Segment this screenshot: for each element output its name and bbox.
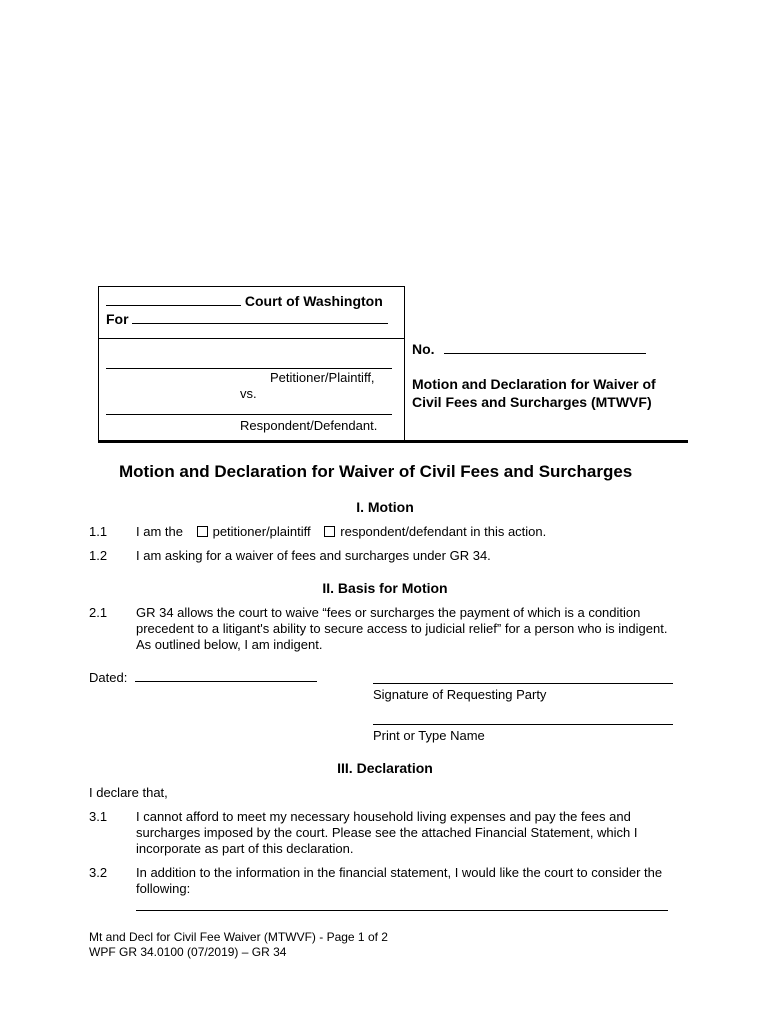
signature-line[interactable]: [373, 683, 673, 684]
section-1-heading: I. Motion: [356, 499, 414, 515]
main-title: Motion and Declaration for Waiver of Civil Fees and Surcharges: [119, 462, 633, 481]
for-blank[interactable]: [132, 323, 388, 324]
print-name-line[interactable]: [373, 724, 673, 725]
for-line: [106, 311, 388, 327]
case-number-label: No.: [412, 341, 435, 357]
item-3-2-text: In addition to the information in the financial statement, I would like the court to consider the following:: [136, 865, 663, 896]
vs-label: vs.: [240, 386, 257, 401]
footer-line-2: WPF GR 34.0100 (07/2019) – GR 34: [89, 945, 287, 959]
item-3-1-number: 3.1: [89, 809, 108, 824]
item-1-2-text: I am asking for a waiver of fees and surcharges under GR 34.: [136, 548, 491, 563]
respondent-option: respondent/defendant in this action.: [340, 524, 547, 539]
petitioner-label: Petitioner/Plaintiff,: [270, 370, 375, 385]
case-caption: [98, 286, 688, 443]
caption-divider: [404, 338, 405, 440]
court-county-blank[interactable]: [106, 305, 241, 306]
dated-label: Dated:: [89, 670, 128, 685]
for-label: For: [106, 311, 129, 327]
dated-blank[interactable]: [135, 681, 317, 682]
item-1-1-number: 1.1: [89, 524, 108, 539]
caption-divider-top: [404, 286, 405, 338]
petitioner-name-line[interactable]: [106, 368, 392, 369]
item-2-1-text: GR 34 allows the court to waive “fees or surcharges the payment of which is a condition precedent to a litigant's ability to secure access to judicial relief” for a person who is indigent. As outlined below, I am indigent.: [136, 605, 668, 652]
court-suffix: Court of Washington: [244, 293, 383, 309]
declaration-intro: I declare that,: [89, 785, 168, 800]
item-1-1-prefix: I am the: [136, 524, 183, 539]
dated-line: [89, 670, 317, 685]
signature-label: Signature of Requesting Party: [373, 687, 547, 702]
petitioner-option: petitioner/plaintiff: [212, 524, 311, 539]
form-title: Motion and Declaration for Waiver of Civil Fees and Surcharges (MTWVF): [412, 376, 656, 410]
section-3-heading: III. Declaration: [337, 760, 433, 776]
respondent-name-line[interactable]: [106, 414, 392, 415]
section-2-heading: II. Basis for Motion: [322, 580, 448, 596]
print-name-label: Print or Type Name: [373, 728, 485, 743]
petitioner-checkbox[interactable]: [197, 526, 208, 537]
item-3-1-text: I cannot afford to meet my necessary household living expenses and pay the fees and surcharges imposed by the court. Please see the attached Financial Statement, which I incorporate as part of this declaration.: [136, 809, 638, 856]
footer-line-1: Mt and Decl for Civil Fee Waiver (MTWVF) - Page 1 of 2: [89, 930, 388, 944]
consider-answer-line[interactable]: [136, 910, 668, 911]
item-2-1-number: 2.1: [89, 605, 108, 620]
respondent-label: Respondent/Defendant.: [240, 418, 378, 433]
case-number-line: [412, 341, 646, 357]
item-1-2-number: 1.2: [89, 548, 108, 563]
footer: [89, 930, 388, 960]
caption-court-divider: [98, 338, 404, 339]
item-3-2-number: 3.2: [89, 865, 108, 880]
respondent-checkbox[interactable]: [324, 526, 335, 537]
case-number-blank[interactable]: [444, 353, 646, 354]
court-line: [106, 293, 383, 309]
caption-bottom-rule: [98, 440, 688, 443]
item-1-1: [136, 524, 681, 540]
